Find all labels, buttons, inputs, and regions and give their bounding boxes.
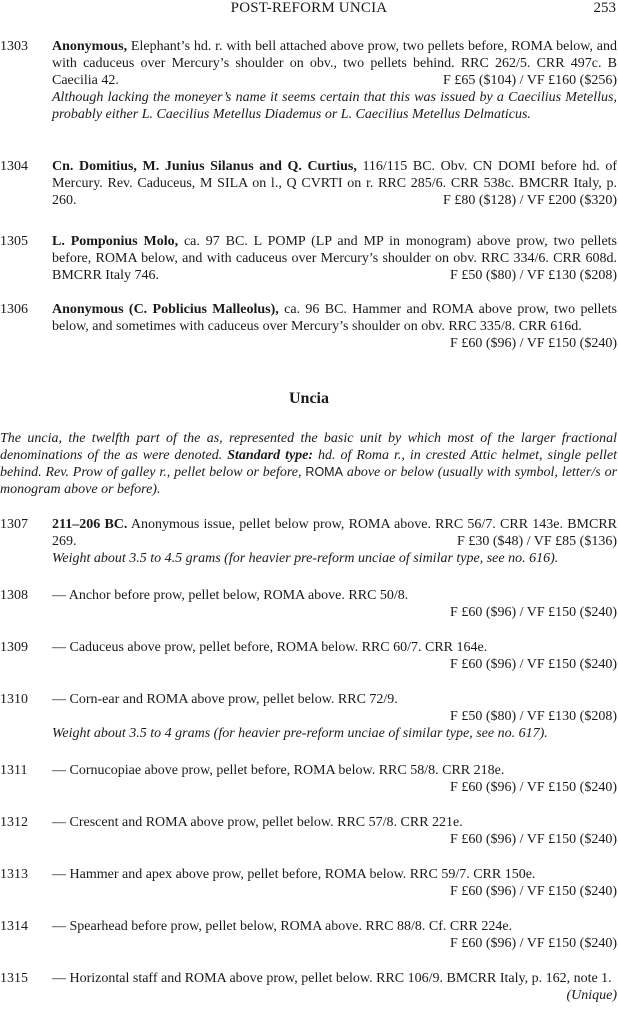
entry-number: 1307: [0, 517, 28, 532]
entry-note: Weight about 3.5 to 4 grams (for heavier pre-reform unciae of similar type, see no. 617).: [52, 726, 548, 741]
intro-text-c: above or below (usually with symbol, letter/s or monogram above or before).: [0, 465, 618, 497]
entry-price: F £60 ($96) / VF £150 ($240): [450, 780, 617, 795]
page-header: [0, 0, 618, 18]
moneyer-name: Anonymous (C. Poblicius Malleolus),: [52, 302, 279, 317]
entry-text: 116/115 BC. Obv. CN DOMI before hd. of Mercury. Rev. Caduceus, M SILA on l., Q CVRTI on r. RRC 285/6. CRR 538c. BMCRR Italy, p. 260.: [52, 159, 618, 208]
entry-number: 1314: [0, 919, 28, 934]
entry-price: F £60 ($96) / VF £150 ($240): [450, 936, 617, 951]
entry-text: — Spearhead before prow, pellet below, ROMA above. RRC 88/8. Cf. CRR 224e.: [52, 919, 513, 934]
page-number: 253: [593, 0, 616, 16]
entry-price: (Unique): [566, 988, 617, 1003]
intro-label: Standard type:: [227, 448, 314, 463]
section-intro: [0, 430, 617, 498]
entry-text: ca. 96 BC. Hammer and ROMA above prow, two pellets below, and sometimes with caduceus over Mercury’s shoulder on obv. RRC 335/8. CRR 616d.: [52, 302, 617, 334]
entry-price: F £50 ($80) / VF £130 ($208): [450, 268, 617, 283]
entry-number: 1305: [0, 234, 28, 249]
entry-text: — Corn-ear and ROMA above prow, pellet below. RRC 72/9.: [52, 692, 398, 707]
entry-number: 1304: [0, 159, 28, 174]
entry-text: — Crescent and ROMA above prow, pellet below. RRC 57/8. CRR 221e.: [52, 815, 463, 830]
moneyer-name: L. Pomponius Molo,: [52, 234, 179, 249]
entry-number: 1306: [0, 302, 28, 317]
intro-roma: ROMA: [305, 465, 343, 479]
entry-text: Elephant’s hd. r. with bell attached above prow, two pellets before, ROMA below, and with caduceus over Mercury’s shoulder on obv., two pellets behind. RRC 262/5. CRR 497c. B Caecilia 42.: [52, 39, 617, 88]
running-title: POST-REFORM UNCIA: [230, 0, 388, 16]
entry-number: 1310: [0, 692, 28, 707]
section-heading: Uncia: [289, 390, 329, 407]
entry-number: 1309: [0, 640, 28, 655]
entry-text: ca. 97 BC. L POMP (LP and MP in monogram) above prow, two pellets before, ROMA below, and with caduceus over Mercury’s shoulder on obv. RRC 334/6. CRR 608d. BMCRR Italy 746.: [52, 234, 617, 283]
entry-price: F £60 ($96) / VF £150 ($240): [450, 832, 617, 847]
entry-number: 1315: [0, 971, 28, 986]
intro-text-a: The uncia, the twelfth part of the as, represented the basic unit by which most of the larger fractional denominations of the as were denoted.: [0, 431, 617, 463]
moneyer-name: Anonymous,: [52, 39, 128, 54]
entry-price: F £65 ($104) / VF £160 ($256): [443, 73, 617, 88]
entry-text: — Cornucopiae above prow, pellet before, ROMA below. RRC 58/8. CRR 218e.: [52, 763, 505, 778]
moneyer-name: Cn. Domitius, M. Junius Silanus and Q. Curtius,: [52, 159, 357, 174]
entry-price: F £60 ($96) / VF £150 ($240): [450, 657, 617, 672]
entry-price: F £60 ($96) / VF £150 ($240): [450, 884, 617, 899]
entry-text: — Anchor before prow, pellet below, ROMA above. RRC 50/8.: [52, 588, 409, 603]
entry-note: Although lacking the moneyer’s name it seems certain that this was issued by a Caecilius Metellus, probably either L. Caecilius Metellus Diademus or L. Caecilius Metellus Delmaticus.: [52, 90, 617, 122]
entry-text: — Horizontal staff and ROMA above prow, pellet below. RRC 106/9. BMCRR Italy, p. 162, note 1.: [52, 971, 612, 986]
entry-number: 1312: [0, 815, 28, 830]
entry-number: 1313: [0, 867, 28, 882]
entry-price: F £30 ($48) / VF £85 ($136): [457, 534, 617, 549]
entry-price: F £50 ($80) / VF £130 ($208): [450, 709, 617, 724]
entry-price: F £80 ($128) / VF £200 ($320): [443, 193, 617, 208]
entry-text: — Hammer and apex above prow, pellet before, ROMA below. RRC 59/7. CRR 150e.: [52, 867, 536, 882]
entry-text: Anonymous issue, pellet below prow, ROMA above. RRC 56/7. CRR 143e. BMCRR 269.: [52, 517, 617, 549]
entry-note: Weight about 3.5 to 4.5 grams (for heavier pre-reform unciae of similar type, see no. 616).: [52, 551, 559, 566]
entry-price: F £60 ($96) / VF £150 ($240): [450, 336, 617, 351]
entry-number: 1303: [0, 39, 28, 54]
entry-number: 1311: [0, 763, 28, 778]
entry-price: F £60 ($96) / VF £150 ($240): [450, 605, 617, 620]
entry-number: 1308: [0, 588, 28, 603]
intro-text-b: hd. of Roma r., in crested Attic helmet, single pellet behind. Rev. Prow of galley r., pellet below or before,: [0, 448, 618, 480]
entry-date: 211–206 BC.: [52, 517, 128, 532]
entry-text: — Caduceus above prow, pellet before, ROMA below. RRC 60/7. CRR 164e.: [52, 640, 488, 655]
